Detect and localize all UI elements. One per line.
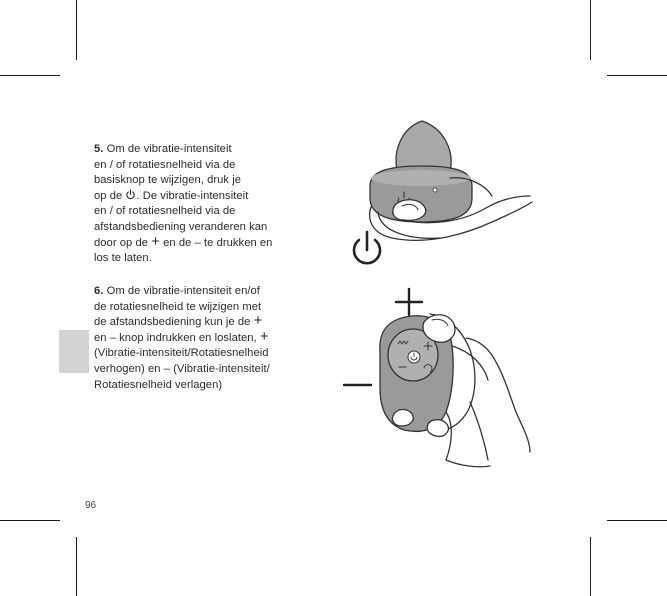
plus-symbol: + [259, 327, 269, 345]
minus-symbol: – [194, 236, 201, 249]
plus-large-icon [396, 289, 422, 315]
device-base-illustration [370, 121, 532, 240]
plus-symbol: + [151, 232, 160, 250]
remote-control-illustration [380, 314, 530, 467]
step-5: 5. Om de vibratie-intensiteit en / of rotatiesnelheid via de basisknop te wijzigen, druk je op de . De vibratie-intensiteit en / of rotatiesnelheid via de afstandsbediening veranderen kan door op de + en de – te drukken en los te laten. [94, 143, 273, 265]
step-number: 6. [94, 285, 104, 297]
step-number: 5. [94, 143, 104, 155]
plus-symbol: + [253, 312, 263, 330]
minus-symbol: – [109, 331, 116, 344]
step-6: 6. Om de vibratie-intensiteit en/of de rotatiesnelheid te wijzigen met de afstandsbediening kun je de + en – knop indrukken en loslaten, + (Vibratie-intensiteit/Rotatiesnelheid verhogen) en – (Vibratie-intensiteit/ Rotatiesnelheid verlagen) [94, 285, 270, 391]
page-number: 96 [85, 500, 97, 511]
power-button-symbol [354, 232, 380, 263]
minus-symbol: – [163, 362, 170, 375]
